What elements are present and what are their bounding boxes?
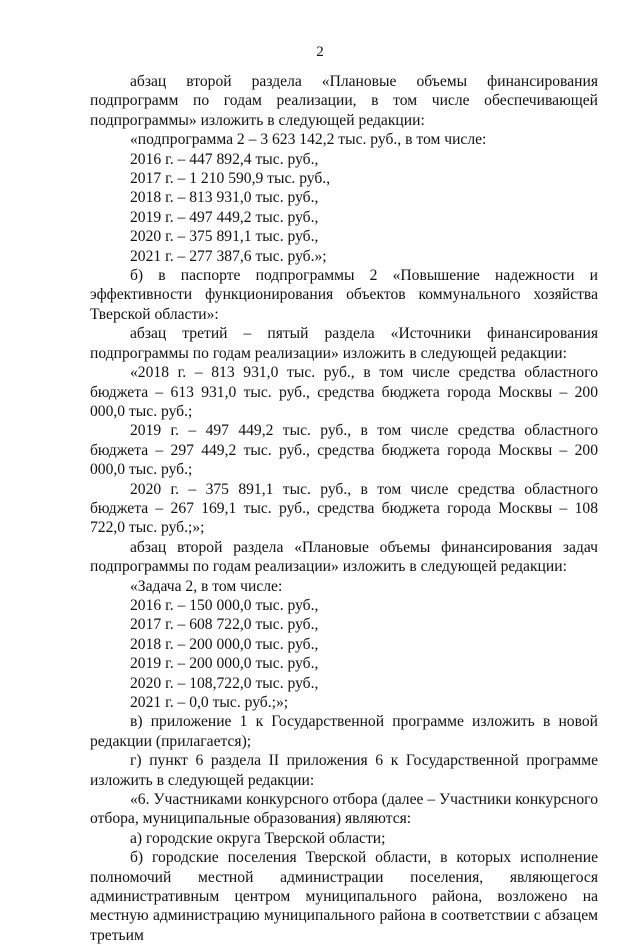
paragraph: 2019 г. – 497 449,2 тыс. руб., в том числе средства областного бюджета – 297 449,2 тыс. руб., средства бюджета города Москвы – 200 000,0 тыс. руб.;	[90, 422, 598, 479]
text-line: 2020 г. – 375 891,1 тыс. руб.,	[130, 228, 319, 246]
paragraph: б) в паспорте подпрограммы 2 «Повышение надежности и эффективности функционирования объектов коммунального хозяйства Тверской области»:	[90, 267, 598, 323]
paragraph: в) приложение 1 к Государственной программе изложить в новой редакции (прилагается);	[90, 713, 598, 750]
text-line: 2017 г. – 1 210 590,9 тыс. руб.,	[130, 170, 331, 188]
paragraph: абзац второй раздела «Плановые объемы финансирования подпрограмм по годам реализации, в том числе обеспечивающей подпрограммы» изложить в следующей редакции:	[90, 73, 598, 129]
paragraph: абзац третий – пятый раздела «Источники финансирования подпрограммы по годам реализации» изложить в следующей редакции:	[90, 325, 598, 362]
text-line: «подпрограмма 2 – 3 623 142,2 тыс. руб., в том числе:	[130, 131, 487, 149]
document-body	[90, 72, 598, 945]
text-line: 2018 г. – 813 931,0 тыс. руб.,	[130, 189, 319, 207]
text-line: 2016 г. – 150 000,0 тыс. руб.,	[130, 596, 319, 614]
text-line: «Задача 2, в том числе:	[130, 577, 283, 595]
paragraph: б) городские поселения Тверской области, в которых исполнение полномочий местной администрации поселения, являющегося административным центром муниципального района, возложено на местную администрацию муниципального района в соответствии с абзацем третьим	[90, 849, 598, 944]
text-line: а) городские округа Тверской области;	[130, 829, 386, 847]
text-line: 2020 г. – 108,722,0 тыс. руб.,	[130, 674, 319, 692]
text-line: 2016 г. – 447 892,4 тыс. руб.,	[130, 150, 319, 168]
paragraph: г) пункт 6 раздела II приложения 6 к Государственной программе изложить в следующей редакции:	[90, 752, 598, 789]
paragraph: «2018 г. – 813 931,0 тыс. руб., в том числе средства областного бюджета – 613 931,0 тыс. руб., средства бюджета города Москвы – 200 000,0 тыс. руб.;	[90, 364, 598, 420]
text-line: 2021 г. – 0,0 тыс. руб.;»;	[130, 694, 289, 711]
text-line: 2019 г. – 200 000,0 тыс. руб.,	[130, 655, 319, 673]
text-line: 2018 г. – 200 000,0 тыс. руб.,	[130, 635, 319, 653]
paragraph: «6. Участниками конкурсного отбора (далее – Участники конкурсного отбора, муниципальные образования) являются:	[90, 791, 598, 828]
text-line: 2021 г. – 277 387,6 тыс. руб.»;	[130, 247, 327, 265]
page-number: 2	[316, 44, 324, 60]
paragraph: 2020 г. – 375 891,1 тыс. руб., в том числе средства областного бюджета – 267 169,1 тыс. руб., средства бюджета города Москвы – 108 722,0 тыс. руб.;»;	[90, 480, 598, 537]
paragraph: абзац второй раздела «Плановые объемы финансирования задач подпрограммы по годам реализации» изложить в следующей редакции:	[90, 538, 598, 576]
text-line: 2019 г. – 497 449,2 тыс. руб.,	[130, 208, 319, 226]
text-line: 2017 г. – 608 722,0 тыс. руб.,	[130, 616, 319, 634]
